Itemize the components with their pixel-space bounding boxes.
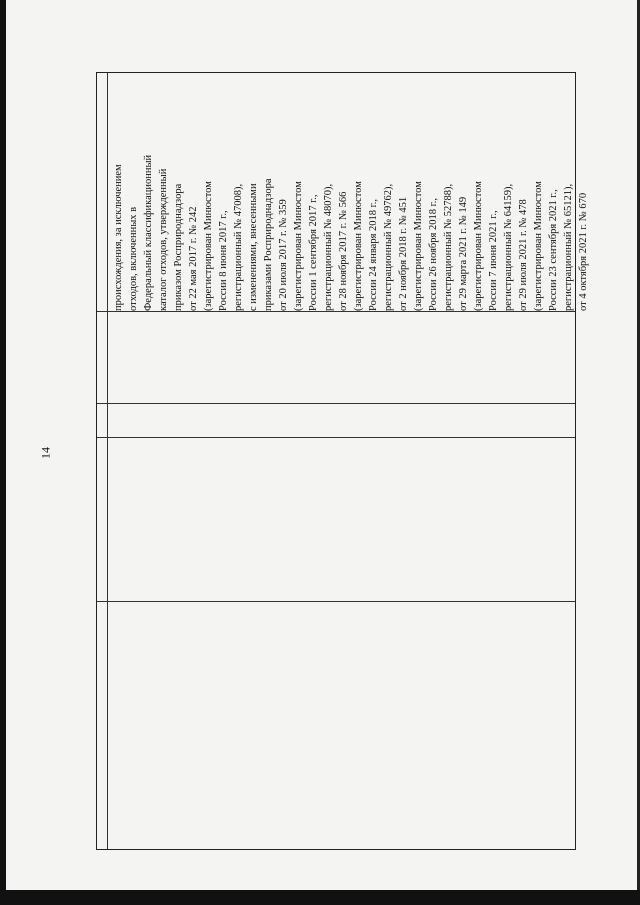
- cell-text: [111, 73, 591, 311]
- row-divider: [97, 403, 575, 404]
- scan-edge-left: [0, 0, 6, 905]
- cell-text-line: отходов, включенных в: [128, 206, 139, 311]
- cell-text-line: регистрационный № 49762),: [383, 183, 394, 311]
- rotated-table: [96, 72, 589, 850]
- row-divider: [97, 601, 575, 602]
- cell-text-line: от 29 марта 2021 г. № 149: [458, 196, 469, 311]
- cell-text-line: регистрационный № 48070),: [323, 183, 334, 311]
- cell-text-line: регистрационный № 52788),: [443, 183, 454, 311]
- cell-text-line: России 24 января 2018 г.,: [368, 198, 379, 311]
- cell-text-line: России 1 сентября 2017 г.,: [308, 194, 319, 311]
- cell-text-line: от 22 мая 2017 г. № 242: [188, 206, 199, 311]
- rotated-text-cell: [111, 73, 591, 311]
- cell-text-line: от 28 ноября 2017 г. № 566: [338, 191, 349, 311]
- cell-text-line: от 29 июля 2021 г. № 478: [518, 199, 529, 311]
- cell-text-line: регистрационный № 65121),: [563, 183, 574, 311]
- cell-text-line: (зарегистрирован Минюстом: [413, 181, 424, 311]
- cell-text-line: приказом Росприроднадзора: [173, 183, 184, 311]
- row-divider: [97, 311, 575, 312]
- cell-text-line: (зарегистрирован Минюстом: [293, 181, 304, 311]
- cell-text-line: регистрационный № 64159),: [503, 183, 514, 311]
- cell-text-line: от 20 июля 2017 г. № 359: [278, 199, 289, 311]
- cell-text-line: России 23 сентября 2021 г.,: [548, 189, 559, 311]
- cell-text-line: (зарегистрирован Минюстом: [203, 181, 214, 311]
- cell-text-line: России 8 июня 2017 г.,: [218, 210, 229, 311]
- page-number: 14: [38, 447, 53, 459]
- cell-text-line: приказами Росприроднадзора: [263, 178, 274, 311]
- cell-text-line: России 7 июня 2021 г.,: [488, 210, 499, 311]
- cell-text-line: с изменениями, внесенными: [248, 183, 259, 311]
- cell-text-line: Федеральный классификационный: [143, 154, 154, 311]
- cell-text-line: России 26 ноября 2018 г.,: [428, 198, 439, 311]
- row-divider: [97, 437, 575, 438]
- cell-text-line: от 4 октября 2021 г. № 670: [578, 192, 589, 311]
- cell-text-line: регистрационный № 47008),: [233, 183, 244, 311]
- cell-text-line: происхождения, за исключением: [113, 164, 124, 311]
- scan-edge-bottom: [0, 890, 640, 905]
- column-divider: [107, 73, 108, 849]
- cell-text-line: (зарегистрирован Минюстом: [533, 181, 544, 311]
- cell-text-line: от 2 ноября 2018 г. № 451: [398, 196, 409, 311]
- cell-text-line: каталог отходов, утвержденный: [158, 168, 169, 311]
- cell-text-line: (зарегистрирован Минюстом: [473, 181, 484, 311]
- cell-text-line: (зарегистрирован Минюстом: [353, 181, 364, 311]
